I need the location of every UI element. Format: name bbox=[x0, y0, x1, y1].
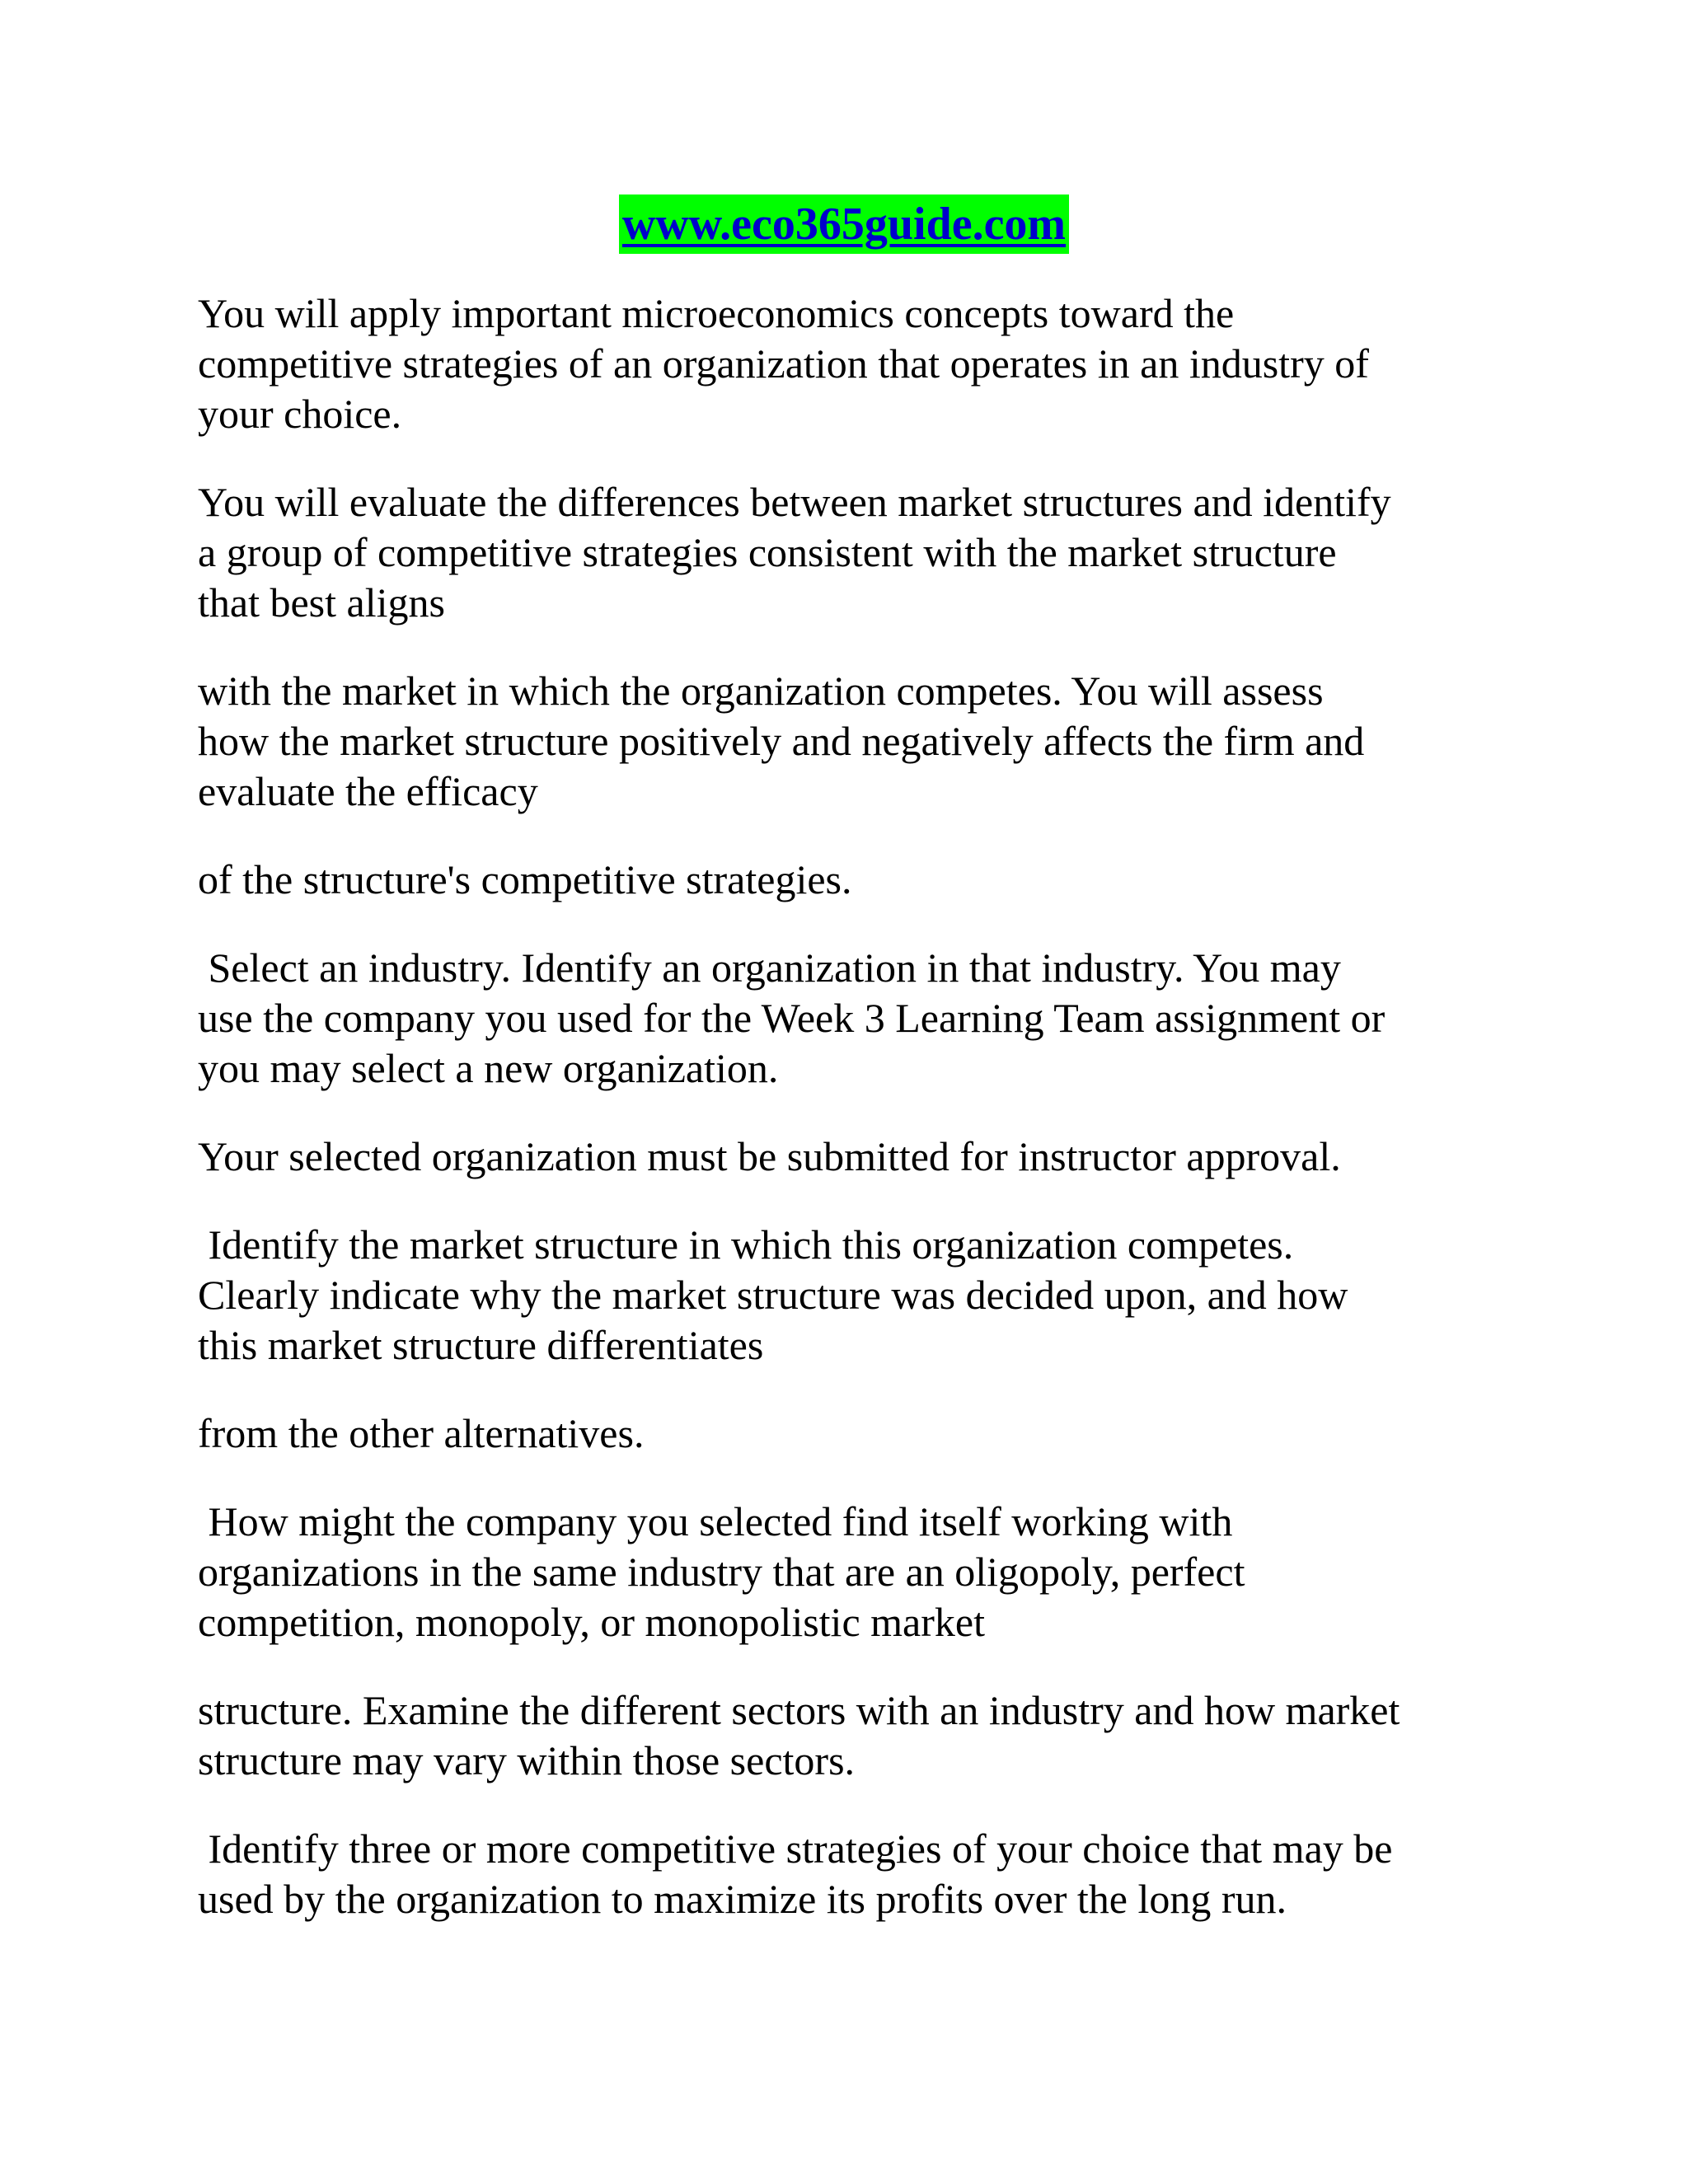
document-body bbox=[198, 288, 1500, 1962]
paragraph-7: Identify the market structure in which this organization competes. Clearly indicate why the market structure was decided upon, and how this market structure differentiates bbox=[198, 1221, 1348, 1368]
website-link[interactable]: www.eco365guide.com bbox=[619, 194, 1069, 254]
paragraph-8: from the other alternatives. bbox=[198, 1410, 645, 1456]
paragraph-4: of the structure's competitive strategies. bbox=[198, 856, 852, 902]
paragraph-5: Select an industry. Identify an organization in that industry. You may use the company you used for the Week 3 Learning Team assignment or you may select a new organization. bbox=[198, 944, 1386, 1091]
paragraph-1: You will apply important microeconomics concepts toward the competitive strategies of an organization that operates in an industry of your choice. bbox=[198, 290, 1369, 437]
paragraph-3: with the market in which the organization competes. You will assess how the market structure positively and negatively affects the firm and evaluate the efficacy bbox=[198, 668, 1365, 814]
paragraph-9: How might the company you selected find itself working with organizations in the same industry that are an oligopoly, perfect competition, monopoly, or monopolistic market bbox=[198, 1498, 1245, 1645]
paragraph-6: Your selected organization must be submitted for instructor approval. bbox=[198, 1133, 1341, 1179]
paragraph-10: structure. Examine the different sectors with an industry and how market structure may vary within those sectors. bbox=[198, 1687, 1400, 1783]
document-header bbox=[0, 194, 1688, 254]
paragraph-11: Identify three or more competitive strategies of your choice that may be used by the organization to maximize its profits over the long run. bbox=[198, 1825, 1393, 1922]
paragraph-2: You will evaluate the differences between market structures and identify a group of competitive strategies consistent with the market structure that best aligns bbox=[198, 479, 1391, 626]
